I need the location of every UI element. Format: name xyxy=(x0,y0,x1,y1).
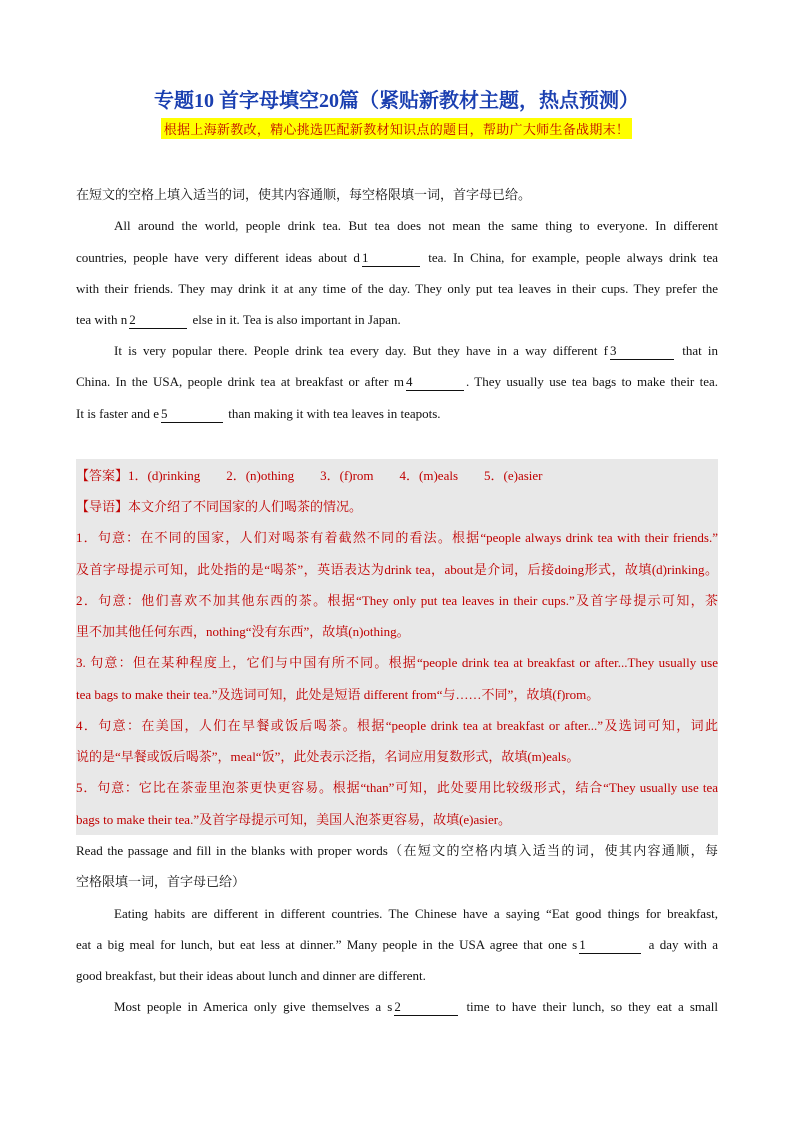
text-segment: tea. In China, for example, people always drink tea xyxy=(428,250,718,265)
answer-items: 1．(d)rinking 2．(n)othing 3．(f)rom 4．(m)eals 5．(e)asier xyxy=(128,468,543,483)
blank-1[interactable]: 1 xyxy=(579,937,641,954)
text-segment: time to have their lunch, so they eat a small xyxy=(466,999,718,1014)
text-segment: It is faster and e xyxy=(76,406,160,421)
blank-2[interactable]: 2 xyxy=(129,312,187,329)
explanation-line: 里不加其他任何东西，nothing“没有东西”，故填(n)othing。 xyxy=(76,624,410,639)
explanation-line: 及首字母提示可知，此处指的是“喝茶”，英语表达为drink tea，about是介词，后接doing形式，故填(d)rinking。 xyxy=(76,562,718,577)
passage2-line xyxy=(114,997,718,1017)
text-segment: It is very popular there. People drink tea every day. But they have in a way different f xyxy=(114,343,609,358)
explanation-line: 4．句意：在美国，人们在早餐或饭后喝茶。根据“people drink tea at breakfast or after...”及选词可知，词此 xyxy=(76,718,718,733)
text-segment: . They usually use tea bags to make their tea. xyxy=(465,374,718,389)
subtitle: 根据上海新教改，精心挑选匹配新教材知识点的题目，帮助广大师生备战期末！ xyxy=(161,118,633,139)
text-segment: China. In the USA, people drink tea at breakfast or after m xyxy=(76,374,404,389)
passage2-line: Eating habits are different in different countries. The Chinese have a saying “Eat good things for breakfast, xyxy=(114,906,718,921)
passage1-line xyxy=(76,310,718,330)
passage1-line: with their friends. They may drink it at any time of the day. They only put tea leaves in their cups. They prefer the xyxy=(76,281,718,296)
explanation-line: bags to make their tea.”及首字母提示可知，美国人泡茶更容易，故填(e)asier。 xyxy=(76,812,512,827)
passage2-line xyxy=(76,935,718,955)
explanation-line: 说的是“早餐或饭后喝茶”，meal“饭”，此处表示泛指，名词应用复数形式，故填(m)eals。 xyxy=(76,749,580,764)
answer-label: 【答案】 xyxy=(76,468,129,483)
instruction-2: Read the passage and fill in the blanks with proper words（在短文的空格内填入适当的词，使其内容通顺，每 xyxy=(76,843,718,858)
passage1-line xyxy=(76,404,718,424)
explanation-line: tea bags to make their tea.”及选词可知，此处是短语 different from“与……不同”，故填(f)rom。 xyxy=(76,687,600,702)
text-segment: tea with n xyxy=(76,312,128,327)
answer-line xyxy=(76,466,718,486)
subtitle-banner xyxy=(0,118,793,139)
blank-3[interactable]: 3 xyxy=(610,343,674,360)
text-segment: countries, people have very different ideas about d xyxy=(76,250,360,265)
passage2-line: good breakfast, but their ideas about lunch and dinner are different. xyxy=(76,968,426,983)
blank-1[interactable]: 1 xyxy=(362,250,420,267)
explanation-line: 3. 句意：但在某种程度上，它们与中国有所不同。根据“people drink tea at breakfast or after...They usually use xyxy=(76,655,718,670)
passage1-line: All around the world, people drink tea. But tea does not mean the same thing to everyone. In different xyxy=(114,218,718,233)
explanation-line: 5．句意：它比在茶壶里泡茶更快更容易。根据“than”可知，此处要用比较级形式，结合“They usually use tea xyxy=(76,780,718,795)
instruction-1: 在短文的空格上填入适当的词，使其内容通顺，每空格限填一词，首字母已给。 xyxy=(76,187,532,202)
passage1-line xyxy=(114,341,718,361)
passage1-line xyxy=(76,372,718,392)
explanation-line: 2．句意：他们喜欢不加其他东西的茶。根据“They only put tea leaves in their cups.”及首字母提示可知，茶 xyxy=(76,593,718,608)
passage1-line xyxy=(76,248,718,268)
text-segment: else in it. Tea is also important in Japan. xyxy=(192,312,401,327)
blank-4[interactable]: 4 xyxy=(406,374,464,391)
blank-2[interactable]: 2 xyxy=(394,999,458,1016)
blank-5[interactable]: 5 xyxy=(161,406,223,423)
text-segment: Most people in America only give themselves a s xyxy=(114,999,393,1014)
instruction-2-cont: 空格限填一词，首字母已给） xyxy=(76,874,246,889)
page-title: 专题10 首字母填空20篇（紧贴新教材主题，热点预测） xyxy=(154,90,639,112)
text-segment: that in xyxy=(682,343,719,358)
guide-line: 【导语】本文介绍了不同国家的人们喝茶的情况。 xyxy=(76,499,363,514)
explanation-line: 1．句意：在不同的国家，人们对喝茶有着截然不同的看法。根据“people always drink tea with their friends.” xyxy=(76,530,718,545)
text-segment: than making it with tea leaves in teapots. xyxy=(228,406,441,421)
text-segment: eat a big meal for lunch, but eat less at dinner.” Many people in the USA agree that one s xyxy=(76,937,578,952)
text-segment: a day with a xyxy=(648,937,719,952)
